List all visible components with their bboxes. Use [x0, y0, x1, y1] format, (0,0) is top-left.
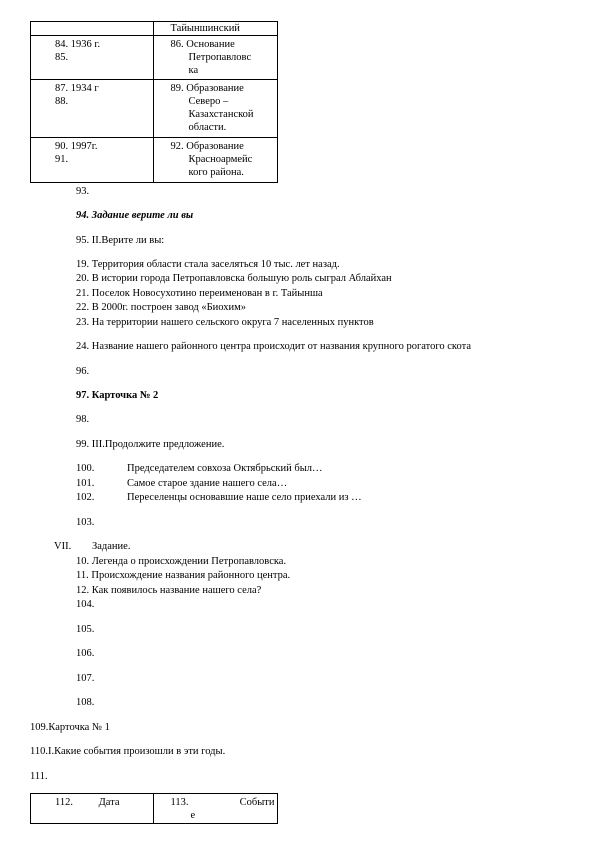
question-12: 12. Как появилось название нашего села?	[76, 585, 262, 596]
statement-23: 23. На территории нашего сельского округа 7 населенных пунктов	[76, 317, 374, 328]
cell-text: 86. Основание	[170, 39, 235, 50]
table-cell	[31, 22, 154, 36]
cell-text: Северо –	[188, 96, 229, 107]
cell-label: Дата	[98, 797, 120, 808]
item-93: 93.	[76, 186, 90, 197]
cell-text: 91.	[55, 154, 69, 165]
cell-text: ка	[188, 65, 199, 76]
item-106: 106.	[76, 648, 95, 659]
item-100-text: Председателем совхоза Октябрьский был…	[127, 463, 323, 474]
table-cell-event	[153, 794, 278, 824]
question-10: 10. Легенда о происхождении Петропавловска.	[76, 556, 287, 567]
statement-24: 24. Название нашего районного центра происходит от названия крупного рогатого скота	[76, 341, 471, 352]
item-98: 98.	[76, 414, 90, 425]
table-cell	[153, 22, 278, 36]
item-108: 108.	[76, 697, 95, 708]
table-cell	[153, 80, 278, 138]
item-111: 111.	[30, 771, 48, 782]
item-102-number: 102.	[76, 492, 95, 503]
statement-21: 21. Поселок Новосухотино переименован в г. Тайынша	[76, 288, 323, 299]
item-103: 103.	[76, 517, 95, 528]
cell-text: 84. 1936 г.	[55, 39, 101, 50]
item-100-number: 100.	[76, 463, 95, 474]
cell-label: Событи	[239, 797, 275, 808]
cell-text: 89. Образование	[170, 83, 244, 94]
cell-text: Казахстанской	[188, 109, 254, 120]
cell-text: 88.	[55, 96, 69, 107]
cell-text: 85.	[55, 52, 69, 63]
table-cell	[31, 36, 154, 80]
section-believe: 95. II.Верите ли вы:	[76, 235, 165, 246]
cell-text: 90. 1997г.	[55, 141, 98, 152]
cell-text: кого района.	[188, 167, 244, 178]
cell-number: 112.	[55, 797, 73, 808]
card-2-heading: 97. Карточка № 2	[76, 390, 159, 401]
table-cell	[31, 80, 154, 138]
table-cell	[31, 138, 154, 183]
table-cell	[153, 138, 278, 183]
item-96: 96.	[76, 366, 90, 377]
item-105: 105.	[76, 624, 95, 635]
cell-text: Красноармейс	[188, 154, 253, 165]
cell-text: 92. Образование	[170, 141, 244, 152]
table-cell-date	[31, 794, 154, 824]
cell-label-end: е	[190, 810, 196, 821]
cell-text: 87. 1934 г	[55, 83, 99, 94]
item-102-text: Переселенцы основавшие наше село приехали из …	[127, 492, 362, 503]
item-101-number: 101.	[76, 478, 95, 489]
item-104: 104.	[76, 599, 95, 610]
statement-20: 20. В истории города Петропавловска большую роль сыграл Аблайхан	[76, 273, 392, 284]
section-events-years: 110.I.Какие события произошли в эти годы.	[30, 746, 226, 757]
item-101-text: Самое старое здание нашего села…	[127, 478, 288, 489]
cell-number: 113.	[170, 797, 189, 808]
task-heading-believe: 94. Задание верите ли вы	[76, 210, 194, 221]
table-cell	[153, 36, 278, 80]
bottom-date-event-table	[30, 793, 278, 824]
item-107: 107.	[76, 673, 95, 684]
statement-19: 19. Территория области стала заселяться 10 тыс. лет назад.	[76, 259, 340, 270]
top-events-table	[30, 21, 278, 183]
statement-22: 22. В 2000г. построен завод «Биохим»	[76, 302, 247, 313]
cell-text: области.	[188, 122, 227, 133]
card-1-heading: 109.Карточка № 1	[30, 722, 110, 733]
cell-text: Петропавловс	[188, 52, 252, 63]
section-vii-title: Задание.	[92, 541, 131, 552]
section-continue: 99. III.Продолжите предложение.	[76, 439, 225, 450]
cell-text: Тайыншинский	[170, 23, 240, 34]
section-vii-number: VII.	[54, 541, 72, 552]
question-11: 11. Происхождение названия районного центра.	[76, 570, 291, 581]
